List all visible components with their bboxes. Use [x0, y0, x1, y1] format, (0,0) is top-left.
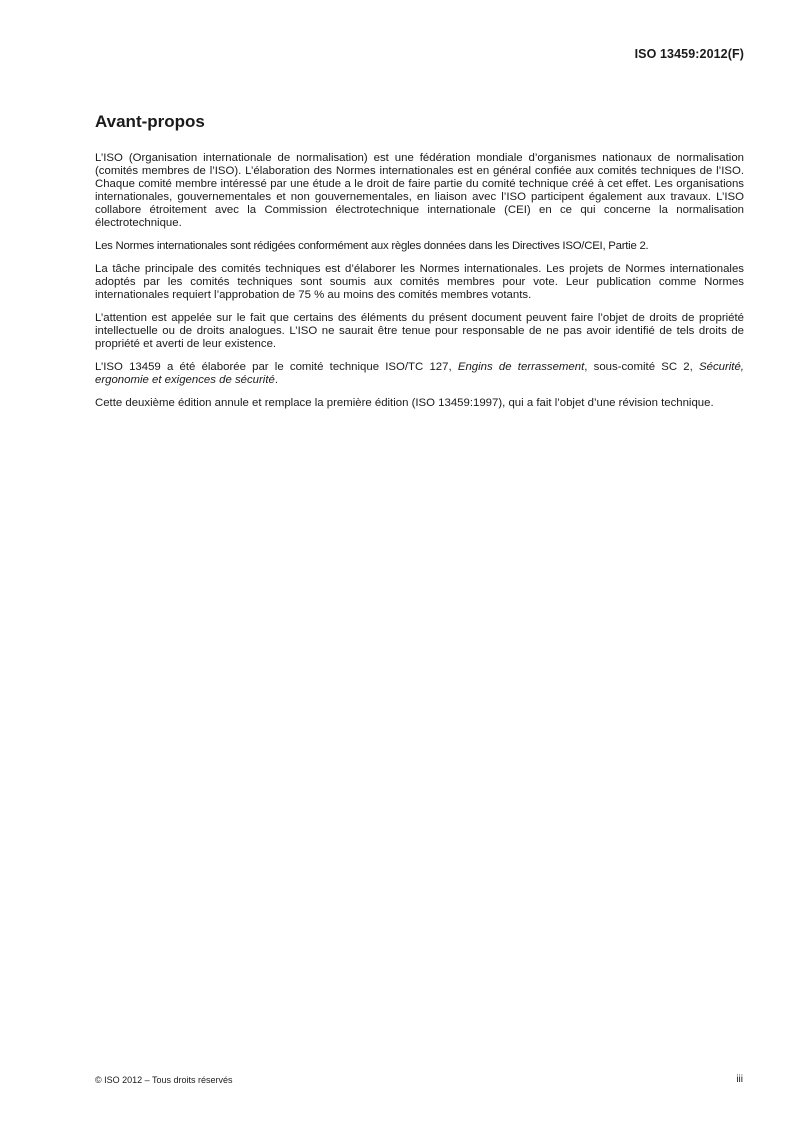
committee-name: Engins de terrassement	[457, 361, 585, 373]
subcommittee-name: Sécurité, ergonomie et exigences de sécurité	[95, 361, 744, 386]
page-title: Avant-propos	[95, 112, 205, 131]
paragraph-patent-rights: L’attention est appelée sur le fait que certains des éléments du présent document peuvent faire l’objet de droits de propriété intellectuelle ou de droits analogues. L’ISO ne saurait être tenue pour responsable de ne pas avoir identifié de tels droits de propriété et averti de leur existence.	[95, 312, 744, 350]
committee-text-before: L’ISO 13459 a été élaborée par le comité technique ISO/TC 127,	[95, 361, 458, 373]
paragraph-iso-organisation: L’ISO (Organisation internationale de normalisation) est une fédération mondiale d’organismes nationaux de normalisation (comités membres de l’ISO). L’élaboration des Normes internationales est en général confiée aux comités techniques de l’ISO. Chaque comité membre intéressé par une étude a le droit de faire partie du comité technique créé à cet effet. Les organisations internationales, gouvernementales et non gouvernementales, en liaison avec l’ISO participent également aux travaux. L’ISO collabore étroitement avec la Commission électrotechnique internationale (CEI) en ce qui concerne la normalisation électrotechnique.	[95, 152, 744, 229]
copyright-notice: © ISO 2012 – Tous droits réservés	[95, 1075, 233, 1085]
page-number: iii	[736, 1074, 743, 1085]
paragraph-edition-note: Cette deuxième édition annule et remplace la première édition (ISO 13459:1997), qui a fait l’objet d’une révision technique.	[95, 397, 714, 409]
committee-text-after: .	[274, 374, 278, 386]
paragraph-committee-prepared	[95, 361, 744, 387]
paragraph-technical-committees: La tâche principale des comités techniques est d’élaborer les Normes internationales. Les projets de Normes internationales adoptés par les comités techniques sont soumis aux comités membres pour vote. Leur publication comme Normes internationales requiert l’approbation de 75 % au moins des comités membres votants.	[95, 263, 744, 301]
paragraph-drafting-rules: Les Normes internationales sont rédigées conformément aux règles données dans les Directives ISO/CEI, Partie 2.	[95, 240, 649, 252]
committee-text-middle: , sous-comité SC 2,	[584, 361, 700, 373]
foreword-body	[95, 152, 744, 420]
document-id: ISO 13459:2012(F)	[634, 47, 744, 61]
